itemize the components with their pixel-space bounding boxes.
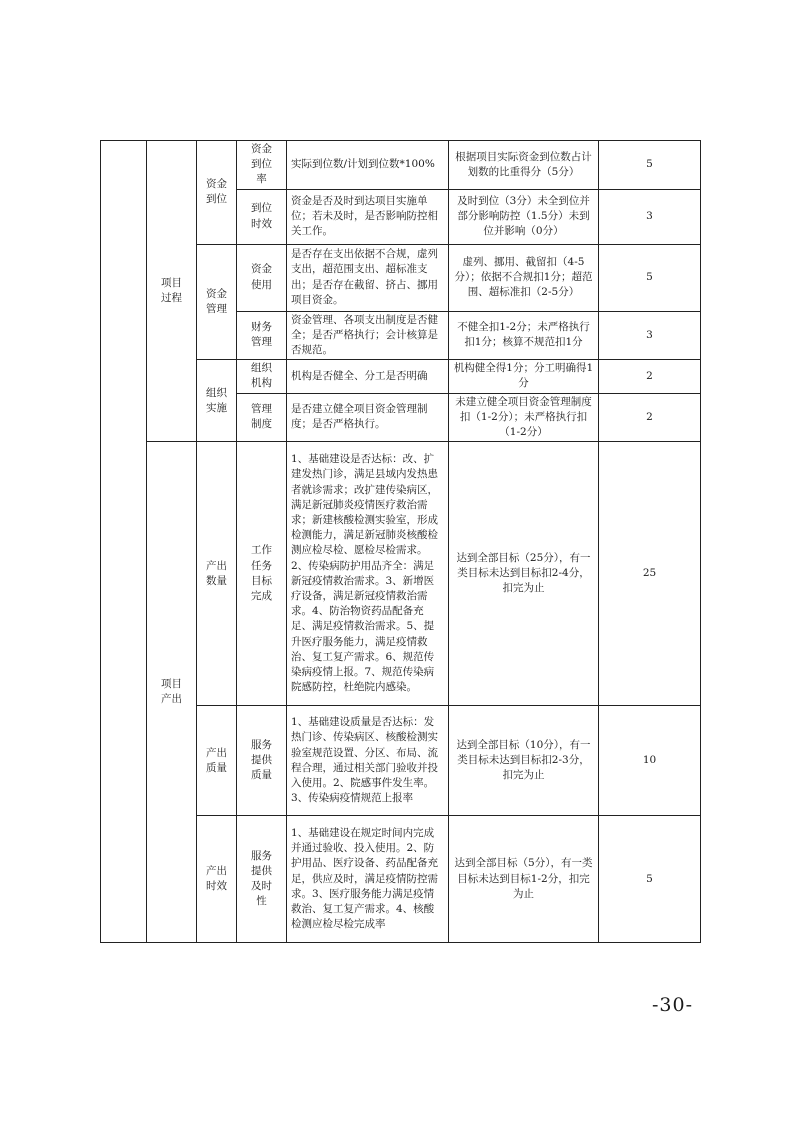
level4-indicator: 服务提供及时性 xyxy=(237,816,287,943)
level4-indicator: 工作任务目标完成 xyxy=(237,442,287,706)
indicator-description: 机构是否健全、分工是否明确 xyxy=(287,360,449,393)
level3-indicator: 资金到位 xyxy=(197,141,237,245)
indicator-description: 资金管理、各项支出制度是否健全；是否严格执行；会计核算是否规范。 xyxy=(287,311,449,360)
indicator-description: 是否存在支出依据不合规，虚列支出，超范围支出、超标准支出；是否存在截留、挤占、挪用项目资金。 xyxy=(287,244,449,311)
level3-indicator: 资金管理 xyxy=(197,244,237,360)
scoring-standard: 不健全扣1-2分；未严格执行扣1分；核算不规范扣1分 xyxy=(449,311,599,360)
indicator-description: 1、基础建设是否达标：改、扩建发热门诊，满足县域内发热患者就诊需求；改扩建传染病区，满足新冠肺炎疫情医疗救治需求；新建核酸检测实验室，形成检测能力，满足新冠肺炎核酸检测应检尽检、愿检尽检需求。2、传染病防护用品齐全：满足新冠疫情救治需求。3、新增医疗设备，满足新冠疫情救治需求。4、防治物资药品配备充足、满足疫情救治需求。5、提升医疗服务能力，满足疫情救治、复工复产需求。6、规范传染病疫情上报。7、规范传染病院感防控，杜绝院内感染。 xyxy=(287,442,449,706)
scoring-standard: 机构健全得1分；分工明确得1分 xyxy=(449,360,599,393)
scoring-standard: 达到全部目标（5分），有一类目标未达到目标1-2分，扣完为止 xyxy=(449,816,599,943)
table-row xyxy=(101,442,701,706)
score-value: 25 xyxy=(599,442,701,706)
level4-indicator: 资金到位率 xyxy=(237,141,287,190)
evaluation-table xyxy=(100,140,701,943)
level4-indicator: 管理制度 xyxy=(237,393,287,442)
level2-indicator: 项目产出 xyxy=(147,442,197,943)
level4-indicator: 组织机构 xyxy=(237,360,287,393)
scoring-standard: 达到全部目标（25分），有一类目标未达到目标扣2-4分，扣完为止 xyxy=(449,442,599,706)
level4-indicator: 财务管理 xyxy=(237,311,287,360)
score-value: 3 xyxy=(599,189,701,244)
page-number: -30- xyxy=(652,994,694,1016)
score-value: 2 xyxy=(599,360,701,393)
level4-indicator: 服务提供质量 xyxy=(237,706,287,816)
level2-indicator: 项目过程 xyxy=(147,141,197,442)
scoring-standard: 虚列、挪用、截留扣（4-5分）；依据不合规扣1分；超范围、超标准扣（2-5分） xyxy=(449,244,599,311)
level3-indicator: 组织实施 xyxy=(197,360,237,442)
score-value: 5 xyxy=(599,816,701,943)
level4-indicator: 资金使用 xyxy=(237,244,287,311)
scoring-standard: 及时到位（3分）未全到位并部分影响防控（1.5分）未到位并影响（0分） xyxy=(449,189,599,244)
indicator-description: 是否建立健全项目资金管理制度；是否严格执行。 xyxy=(287,393,449,442)
indicator-description: 实际到位数/计划到位数*100% xyxy=(287,141,449,190)
score-value: 3 xyxy=(599,311,701,360)
table-row xyxy=(101,141,701,190)
indicator-description: 1、基础建设质量是否达标：发热门诊、传染病区、核酸检测实验室规范设置、分区、布局、流程合理，通过相关部门验收并投入使用。2、院感事件发生率。3、传染病疫情规范上报率 xyxy=(287,706,449,816)
score-value: 2 xyxy=(599,393,701,442)
scoring-standard: 未建立健全项目资金管理制度扣（1-2分）；未严格执行扣（1-2分） xyxy=(449,393,599,442)
score-value: 10 xyxy=(599,706,701,816)
score-value: 5 xyxy=(599,244,701,311)
score-value: 5 xyxy=(599,141,701,190)
indicator-description: 1、基础建设在规定时间内完成并通过验收、投入使用。2、防护用品、医疗设备、药品配备充足，供应及时，满足疫情防控需求。3、医疗服务能力满足疫情救治、复工复产需求。4、核酸检测应检尽检完成率 xyxy=(287,816,449,943)
level3-indicator: 产出时效 xyxy=(197,816,237,943)
first-column-cell xyxy=(101,141,147,943)
indicator-description: 资金是否及时到达项目实施单位；若未及时，是否影响防控相关工作。 xyxy=(287,189,449,244)
level3-indicator: 产出数量 xyxy=(197,442,237,706)
level3-indicator: 产出质量 xyxy=(197,706,237,816)
scoring-standard: 根据项目实际资金到位数占计划数的比重得分（5分） xyxy=(449,141,599,190)
level4-indicator: 到位时效 xyxy=(237,189,287,244)
scoring-standard: 达到全部目标（10分），有一类目标未达到目标扣2-3分，扣完为止 xyxy=(449,706,599,816)
